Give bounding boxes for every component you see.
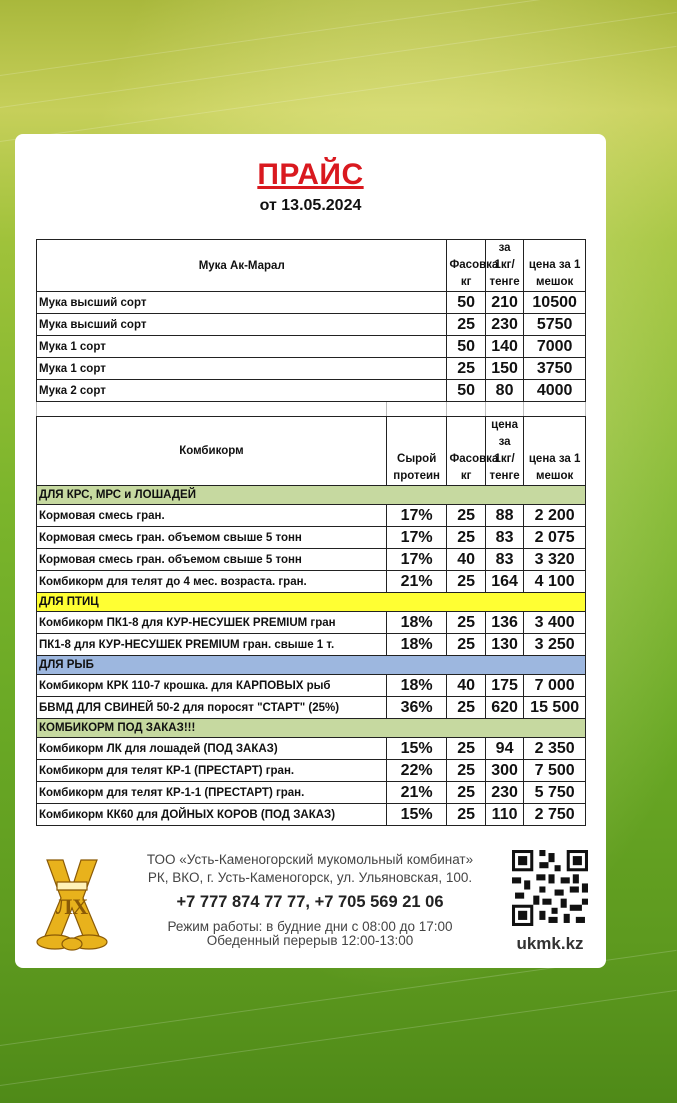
phone-numbers[interactable]: +7 777 874 77 77, +7 705 569 21 06	[176, 893, 444, 911]
price-per-bag: 3 320	[524, 549, 586, 571]
product-name: Комбикорм КРК 110-7 крошка. для КАРПОВЫХ рыб	[37, 675, 387, 697]
price-list-card	[15, 134, 606, 968]
pack-size: 25	[447, 760, 485, 782]
product-name: ПК1-8 для КУР-НЕСУШЕК PREMIUM гран. свыше 1 т.	[37, 634, 387, 656]
svg-text:ЛХ: ЛХ	[55, 894, 89, 919]
pack-size: 25	[447, 505, 485, 527]
price-per-kg: 80	[485, 380, 523, 402]
table-row	[37, 505, 586, 527]
protein-value: 21%	[386, 782, 447, 804]
table-row	[37, 571, 586, 593]
price-per-bag: 5 750	[524, 782, 586, 804]
product-name: Кормовая смесь гран. объемом свыше 5 тонн	[37, 549, 387, 571]
protein-value: 36%	[386, 697, 447, 719]
table-row	[37, 336, 586, 358]
price-per-bag: 2 200	[524, 505, 586, 527]
product-name: БВМД ДЛЯ СВИНЕЙ 50-2 для поросят "СТАРТ" (25%)	[37, 697, 387, 719]
price-per-bag: 4000	[524, 380, 586, 402]
protein-value: 22%	[386, 760, 447, 782]
price-per-kg: 300	[485, 760, 523, 782]
price-per-kg: 175	[485, 675, 523, 697]
table-row	[37, 634, 586, 656]
spacer-cell	[37, 402, 387, 417]
price-per-kg: 130	[485, 634, 523, 656]
table-row	[37, 527, 586, 549]
section-header-row	[37, 486, 586, 505]
pack-size: 40	[447, 675, 485, 697]
flour-header-pack: Фасовка кг	[447, 240, 485, 292]
product-name: Комбикорм КК60 для ДОЙНЫХ КОРОВ (ПОД ЗАКАЗ)	[37, 804, 387, 826]
price-per-bag: 3750	[524, 358, 586, 380]
price-per-bag: 10500	[524, 292, 586, 314]
product-name: Мука высший сорт	[37, 314, 447, 336]
section-title: КОМБИКОРМ ПОД ЗАКАЗ!!!	[37, 719, 586, 738]
table-row	[37, 358, 586, 380]
pack-size: 25	[447, 697, 485, 719]
flour-header-name: Мука Ак-Марал	[37, 240, 447, 292]
feed-header-per-kg: цена за 1кг/ тенге	[485, 417, 523, 486]
section-header-row	[37, 719, 586, 738]
product-name: Комбикорм для телят КР-1 (ПРЕСТАРТ) гран.	[37, 760, 387, 782]
table-spacer	[37, 402, 586, 417]
price-per-kg: 230	[485, 314, 523, 336]
table-row	[37, 804, 586, 826]
company-address: РК, ВКО, г. Усть-Каменогорск, ул. Ульяновская, 100.	[147, 870, 473, 885]
price-per-kg: 620	[485, 697, 523, 719]
page-title: ПРАЙС	[257, 158, 364, 191]
feed-header-name: Комбикорм	[37, 417, 387, 486]
table-row	[37, 697, 586, 719]
price-per-bag: 5750	[524, 314, 586, 336]
product-name: Комбикорм для телят до 4 мес. возраста. гран.	[37, 571, 387, 593]
pack-size: 25	[447, 612, 485, 634]
product-name: Комбикорм для телят КР-1-1 (ПРЕСТАРТ) гран.	[37, 782, 387, 804]
protein-value: 18%	[386, 675, 447, 697]
price-table	[36, 239, 586, 826]
table-row	[37, 380, 586, 402]
lunch-break: Обеденный перерыв 12:00-13:00	[206, 933, 414, 948]
product-name: Мука 1 сорт	[37, 336, 447, 358]
spacer-cell	[447, 402, 485, 417]
table-row	[37, 314, 586, 336]
price-date: от 13.05.2024	[259, 197, 362, 214]
product-name: Комбикорм ЛК для лошадей (ПОД ЗАКАЗ)	[37, 738, 387, 760]
spacer-cell	[485, 402, 523, 417]
table-row	[37, 292, 586, 314]
section-title: ДЛЯ ПТИЦ	[37, 593, 586, 612]
qr-code-icon[interactable]	[512, 850, 588, 926]
price-per-bag: 2 075	[524, 527, 586, 549]
section-header-row	[37, 593, 586, 612]
product-name: Мука высший сорт	[37, 292, 447, 314]
pack-size: 25	[447, 804, 485, 826]
flour-header-per-bag: цена за 1 мешок	[524, 240, 586, 292]
protein-value: 15%	[386, 738, 447, 760]
section-title: ДЛЯ РЫБ	[37, 656, 586, 675]
price-per-kg: 136	[485, 612, 523, 634]
price-per-kg: 210	[485, 292, 523, 314]
pack-size: 25	[447, 314, 485, 336]
pack-size: 25	[447, 738, 485, 760]
ukmk-logo-icon	[33, 852, 111, 952]
price-per-kg: 230	[485, 782, 523, 804]
table-row	[37, 760, 586, 782]
price-per-bag: 2 350	[524, 738, 586, 760]
protein-value: 18%	[386, 612, 447, 634]
pack-size: 40	[447, 549, 485, 571]
protein-value: 15%	[386, 804, 447, 826]
protein-value: 21%	[386, 571, 447, 593]
protein-value: 17%	[386, 505, 447, 527]
feed-header-row	[37, 417, 586, 486]
pack-size: 50	[447, 292, 485, 314]
product-name: Кормовая смесь гран. объемом свыше 5 тонн	[37, 527, 387, 549]
price-per-bag: 7 000	[524, 675, 586, 697]
product-name: Мука 1 сорт	[37, 358, 447, 380]
table-row	[37, 738, 586, 760]
table-row	[37, 782, 586, 804]
price-per-kg: 164	[485, 571, 523, 593]
protein-value: 17%	[386, 527, 447, 549]
pack-size: 25	[447, 527, 485, 549]
pack-size: 25	[447, 358, 485, 380]
price-per-bag: 7000	[524, 336, 586, 358]
price-per-bag: 2 750	[524, 804, 586, 826]
flour-header-row	[37, 240, 586, 292]
feed-header-protein: Сырой протеин	[386, 417, 447, 486]
pack-size: 25	[447, 634, 485, 656]
price-per-kg: 140	[485, 336, 523, 358]
price-per-bag: 7 500	[524, 760, 586, 782]
feed-header-per-bag: цена за 1 мешок	[524, 417, 586, 486]
price-per-bag: 3 250	[524, 634, 586, 656]
pack-size: 25	[447, 571, 485, 593]
section-header-row	[37, 656, 586, 675]
product-name: Мука 2 сорт	[37, 380, 447, 402]
pack-size: 25	[447, 782, 485, 804]
feed-header-pack: Фасовка кг	[447, 417, 485, 486]
price-per-kg: 83	[485, 527, 523, 549]
pack-size: 50	[447, 380, 485, 402]
protein-value: 17%	[386, 549, 447, 571]
price-per-bag: 15 500	[524, 697, 586, 719]
section-title: ДЛЯ КРС, МРС и ЛОШАДЕЙ	[37, 486, 586, 505]
price-per-kg: 150	[485, 358, 523, 380]
price-per-bag: 4 100	[524, 571, 586, 593]
product-name: Комбикорм ПК1-8 для КУР-НЕСУШЕК PREMIUM гран	[37, 612, 387, 634]
company-name: ТОО «Усть-Каменогорский мукомольный комбинат»	[146, 852, 474, 867]
price-per-kg: 110	[485, 804, 523, 826]
spacer-cell	[386, 402, 447, 417]
product-name: Кормовая смесь гран.	[37, 505, 387, 527]
protein-value: 18%	[386, 634, 447, 656]
pack-size: 50	[447, 336, 485, 358]
price-per-bag: 3 400	[524, 612, 586, 634]
website-link[interactable]: ukmk.kz	[516, 934, 584, 953]
price-per-kg: 88	[485, 505, 523, 527]
price-per-kg: 94	[485, 738, 523, 760]
table-row	[37, 549, 586, 571]
working-hours: Режим работы: в будние дни с 08:00 до 17:00	[167, 919, 453, 934]
price-per-kg: 83	[485, 549, 523, 571]
spacer-cell	[524, 402, 586, 417]
table-row	[37, 675, 586, 697]
flour-header-per-kg: за 1кг/ тенге	[485, 240, 523, 292]
table-row	[37, 612, 586, 634]
